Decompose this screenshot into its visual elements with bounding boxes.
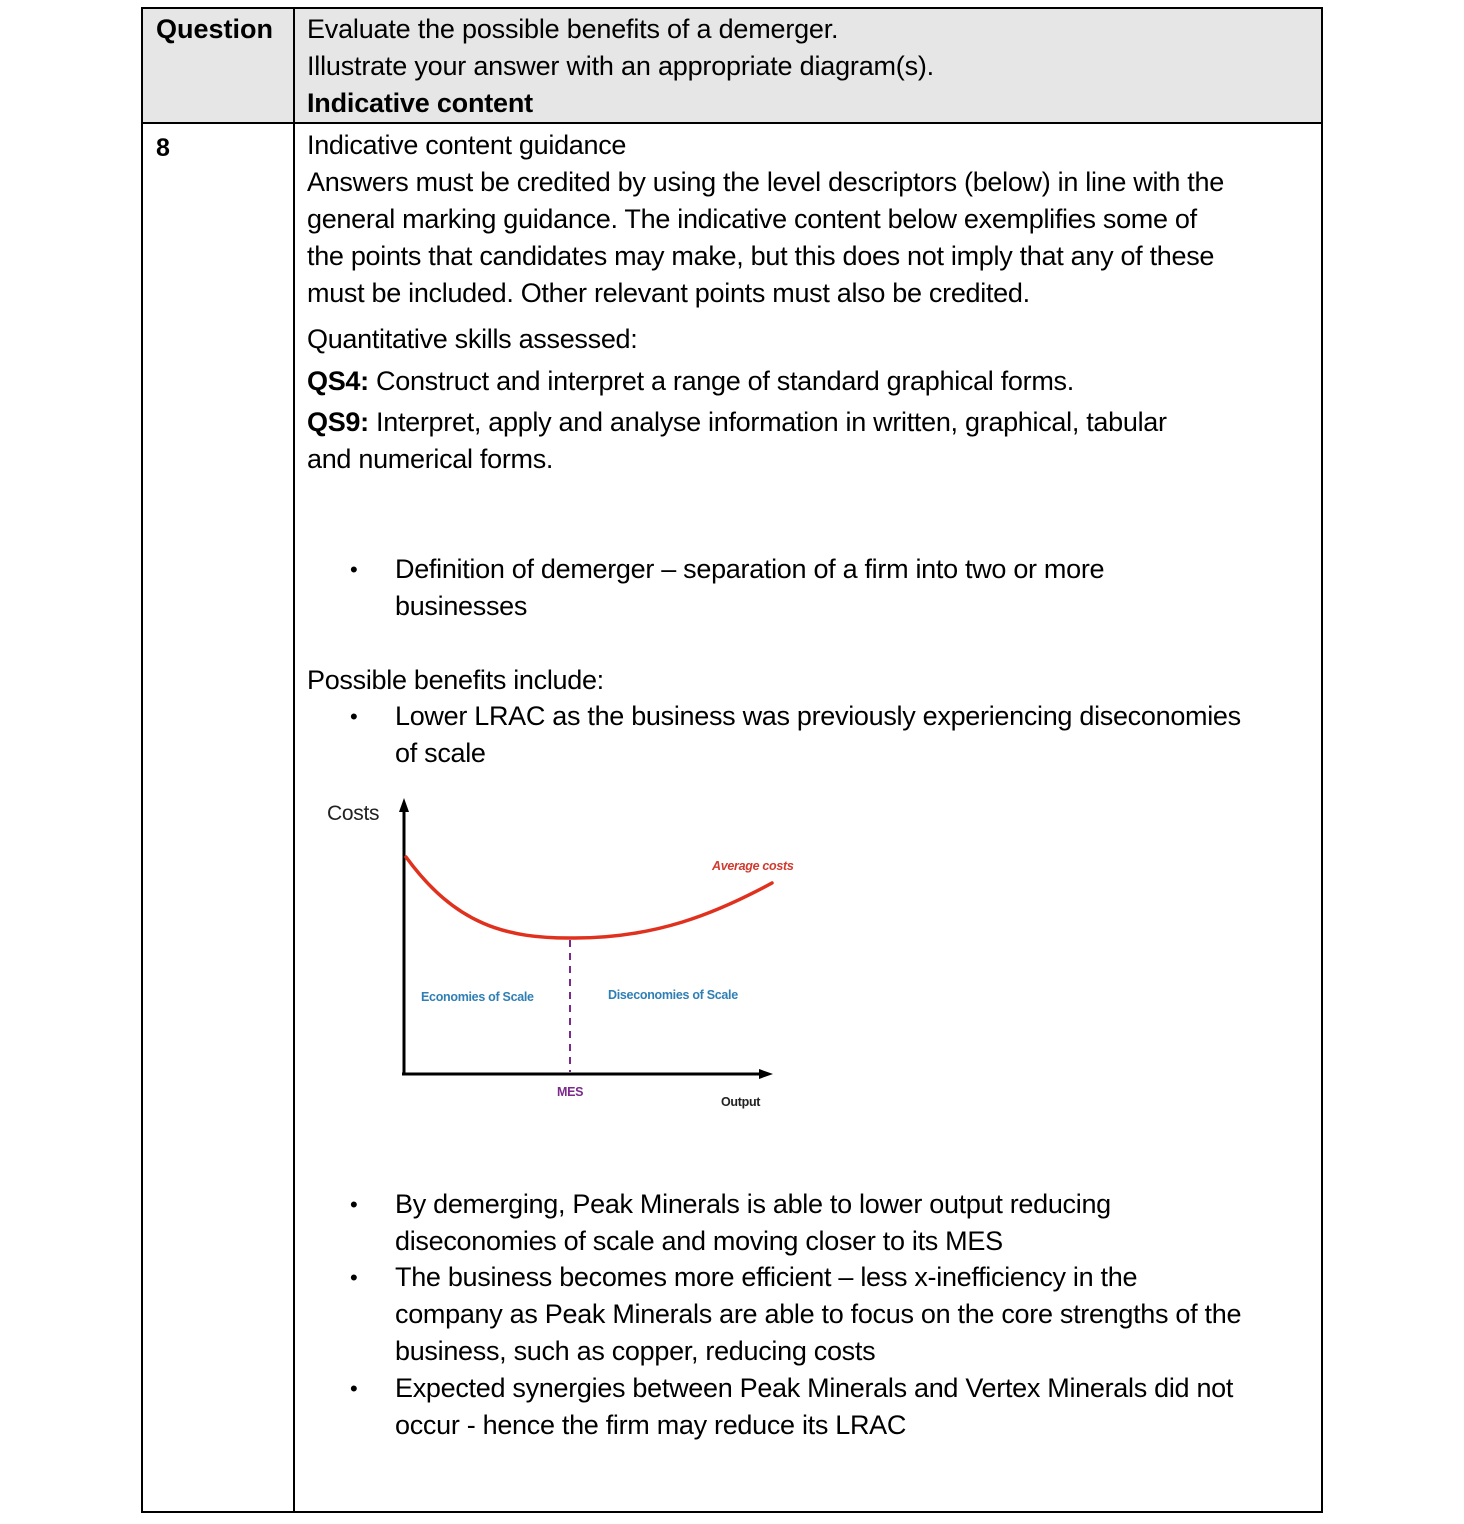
qs4-label: QS4:: [307, 366, 369, 396]
benefits-heading: Possible benefits include:: [307, 665, 604, 695]
question-label-cell: [142, 8, 294, 123]
guidance-line: Answers must be credited by using the level descriptors (below) in line with the: [307, 167, 1224, 197]
bullet-line: Definition of demerger – separation of a firm into two or more: [395, 554, 1105, 584]
guidance-line: the points that candidates may make, but this does not imply that any of these: [307, 241, 1215, 271]
bullet-line: businesses: [395, 591, 528, 621]
bullet-line: The business becomes more efficient – less x-inefficiency in the: [395, 1262, 1138, 1292]
question-line-1: Evaluate the possible benefits of a demerger.: [307, 14, 839, 44]
bullet-line: By demerging, Peak Minerals is able to lower output reducing: [395, 1189, 1111, 1219]
bullet-line: Lower LRAC as the business was previously experiencing diseconomies: [395, 701, 1241, 731]
indicative-content-heading: Indicative content: [307, 88, 533, 118]
content-cell: [294, 123, 1322, 1512]
bullet-line: business, such as copper, reducing costs: [395, 1336, 876, 1366]
guidance-line: general marking guidance. The indicative content below exemplifies some of: [307, 204, 1197, 234]
bullet-line: Expected synergies between Peak Minerals and Vertex Minerals did not: [395, 1373, 1234, 1403]
x-axis-arrow-icon: [759, 1069, 773, 1079]
bullet-icon: •: [350, 1192, 358, 1217]
diseconomies-of-scale-label: Diseconomies of Scale: [608, 988, 738, 1002]
body-row: [142, 123, 1322, 1512]
bullet-line: company as Peak Minerals are able to focus on the core strengths of the: [395, 1299, 1242, 1329]
question-number-cell: [142, 123, 294, 1512]
y-axis-label: Costs: [327, 802, 380, 825]
qs9-label: QS9:: [307, 407, 369, 437]
question-label: Question: [156, 14, 274, 44]
y-axis-arrow-icon: [399, 798, 409, 812]
x-axis-label: Output: [721, 1095, 761, 1109]
bullet-line: of scale: [395, 738, 486, 768]
guidance-line: must be included. Other relevant points must also be credited.: [307, 278, 1030, 308]
question-text-cell: [294, 8, 1322, 123]
bullet-icon: •: [350, 1265, 358, 1290]
header-row: [142, 8, 1322, 123]
bullet-line: diseconomies of scale and moving closer to its MES: [395, 1226, 1003, 1256]
mark-scheme-table: [141, 7, 1323, 1513]
economies-of-scale-label: Economies of Scale: [421, 990, 534, 1004]
bullet-icon: •: [350, 1376, 358, 1401]
qs-heading: Quantitative skills assessed:: [307, 324, 638, 354]
guidance-title: Indicative content guidance: [307, 130, 627, 160]
bullet-icon: •: [350, 557, 358, 582]
question-line-2: Illustrate your answer with an appropriate diagram(s).: [307, 51, 934, 81]
qs9-text-continued: and numerical forms.: [307, 444, 554, 474]
bullet-icon: •: [350, 704, 358, 729]
curve-label: Average costs: [712, 859, 794, 873]
question-number: 8: [156, 134, 170, 162]
bullet-line: occur - hence the firm may reduce its LRAC: [395, 1410, 907, 1440]
qs9-text: Interpret, apply and analyse information in written, graphical, tabular: [368, 407, 1167, 437]
qs4-text: Construct and interpret a range of standard graphical forms.: [368, 366, 1074, 396]
mes-label: MES: [557, 1085, 584, 1099]
